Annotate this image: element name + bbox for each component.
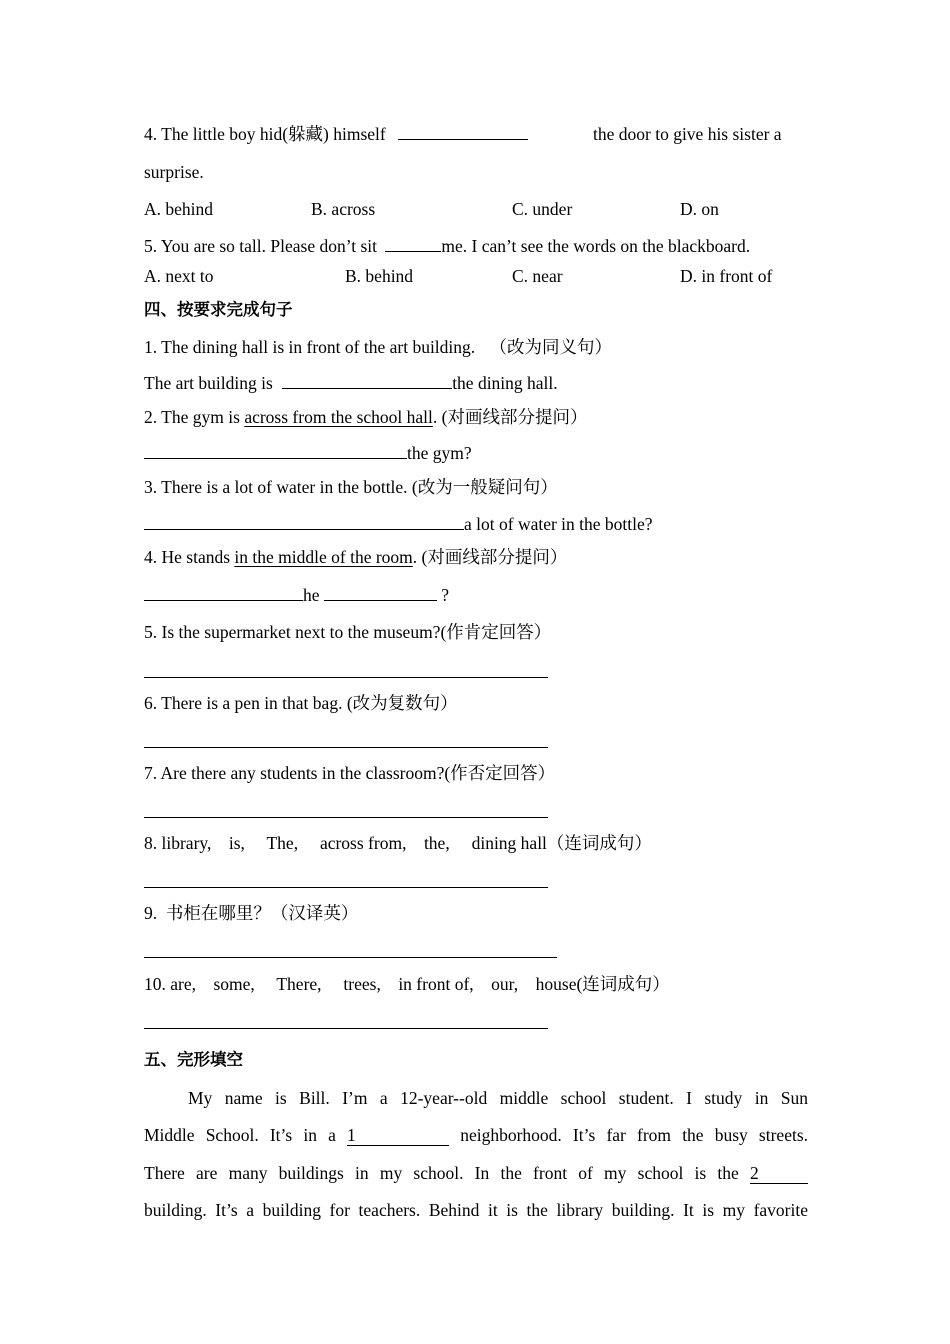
mc-q4-line1 (144, 126, 528, 144)
s5-line4: building. It’s a building for teachers. Behind it is the library building. It is my favorite (144, 1200, 808, 1220)
s4-q1-blank[interactable] (282, 387, 452, 389)
mc-q5-text-b: me. I can’t see the words on the blackboard. (441, 236, 751, 256)
s4-q5-answer-line[interactable] (144, 677, 548, 678)
s4-q1-text: 1. The dining hall is in front of the art building. (144, 337, 476, 357)
s4-q2-blank[interactable] (144, 457, 407, 459)
s4-q1-hint: （改为同义句） (489, 337, 613, 357)
mc-q4-text-a: 4. The little boy hid(躲藏) himself (144, 124, 386, 144)
s4-q4-blank-2[interactable] (324, 599, 437, 601)
mc-q4-option-a[interactable]: A. behind (144, 199, 214, 219)
s4-q4-answer-end: ? (441, 585, 450, 605)
s4-q6-answer-line[interactable] (144, 747, 548, 748)
s4-q8-text: 8. library, is, The, across from, the, dining hall（连词成句） (144, 833, 652, 853)
s4-q3-answer-b: a lot of water in the bottle? (464, 514, 653, 534)
s4-q4-answer (144, 587, 449, 605)
s4-q7-text: 7. Are there any students in the classroom?(作否定回答） (144, 763, 556, 783)
mc-q4-option-b[interactable]: B. across (311, 199, 376, 219)
s5-line1: My name is Bill. I’m a 12-year--old middle school student. I study in Sun (188, 1088, 808, 1108)
s4-q2 (144, 409, 587, 427)
s4-q4 (144, 549, 567, 567)
s4-q10-text: 10. are, some, There, trees, in front of, our, house(连词成句） (144, 974, 670, 994)
mc-q5-text-a: 5. You are so tall. Please don’t sit (144, 236, 378, 256)
s4-q2-text-a: 2. The gym is (144, 407, 240, 427)
s4-q1-answer (144, 375, 558, 393)
s4-q9-answer-line[interactable] (144, 957, 557, 958)
s4-q2-answer (144, 445, 472, 463)
s5-blank-1[interactable]: 1 (347, 1127, 449, 1146)
s4-q2-answer-b: the gym? (407, 443, 472, 463)
mc-q5-option-d[interactable]: D. in front of (680, 266, 773, 286)
s4-q1 (144, 339, 612, 357)
s4-q7-answer-line[interactable] (144, 817, 548, 818)
s4-q4-text-a: 4. He stands (144, 547, 231, 567)
s4-q4-text-b: . (对画线部分提问） (412, 547, 568, 567)
s5-line2-b: neighborhood. It’s far from the busy streets. (460, 1125, 809, 1145)
mc-q5-line1 (144, 238, 750, 256)
mc-q4-text-b: the door to give his sister a (593, 124, 782, 144)
mc-q5-option-c[interactable]: C. near (512, 266, 563, 286)
s4-q1-answer-a: The art building is (144, 373, 273, 393)
s5-line3 (144, 1165, 808, 1184)
s4-q3-blank[interactable] (144, 528, 464, 530)
s4-q1-answer-b: the dining hall. (452, 373, 558, 393)
s4-q3-text: 3. There is a lot of water in the bottle. (改为一般疑问句） (144, 477, 558, 497)
mc-q4-option-c[interactable]: C. under (512, 199, 573, 219)
s4-q3-answer (144, 516, 653, 534)
s5-blank-2[interactable]: 2 (750, 1165, 808, 1184)
s5-line2-a: Middle School. It’s in a (144, 1125, 336, 1145)
section5-title: 五、完形填空 (144, 1050, 243, 1069)
mc-q4-option-d[interactable]: D. on (680, 199, 719, 219)
s4-q2-text-b: . (对画线部分提问） (432, 407, 588, 427)
section4-title: 四、按要求完成句子 (144, 300, 293, 319)
s4-q6-text: 6. There is a pen in that bag. (改为复数句） (144, 693, 458, 713)
s4-q2-underlined: across from the school hall (244, 407, 433, 427)
s4-q10-answer-line[interactable] (144, 1028, 548, 1029)
s4-q4-underlined: in the middle of the room (234, 547, 413, 567)
s4-q5-text: 5. Is the supermarket next to the museum?(作肯定回答） (144, 622, 552, 642)
s4-q9-text: 9. 书柜在哪里？（汉译英） (144, 903, 359, 923)
mc-q4-blank[interactable] (398, 138, 528, 140)
mc-q5-option-b[interactable]: B. behind (345, 266, 414, 286)
s4-q8-answer-line[interactable] (144, 887, 548, 888)
s4-q4-blank-1[interactable] (144, 599, 303, 601)
mc-q4-text-c: surprise. (144, 162, 204, 182)
s5-line3-a: There are many buildings in my school. In the front of my school is the (144, 1163, 739, 1183)
s5-line2 (144, 1127, 808, 1146)
mc-q5-option-a[interactable]: A. next to (144, 266, 214, 286)
s4-q4-answer-mid: he (303, 585, 320, 605)
mc-q5-blank[interactable] (385, 250, 441, 252)
